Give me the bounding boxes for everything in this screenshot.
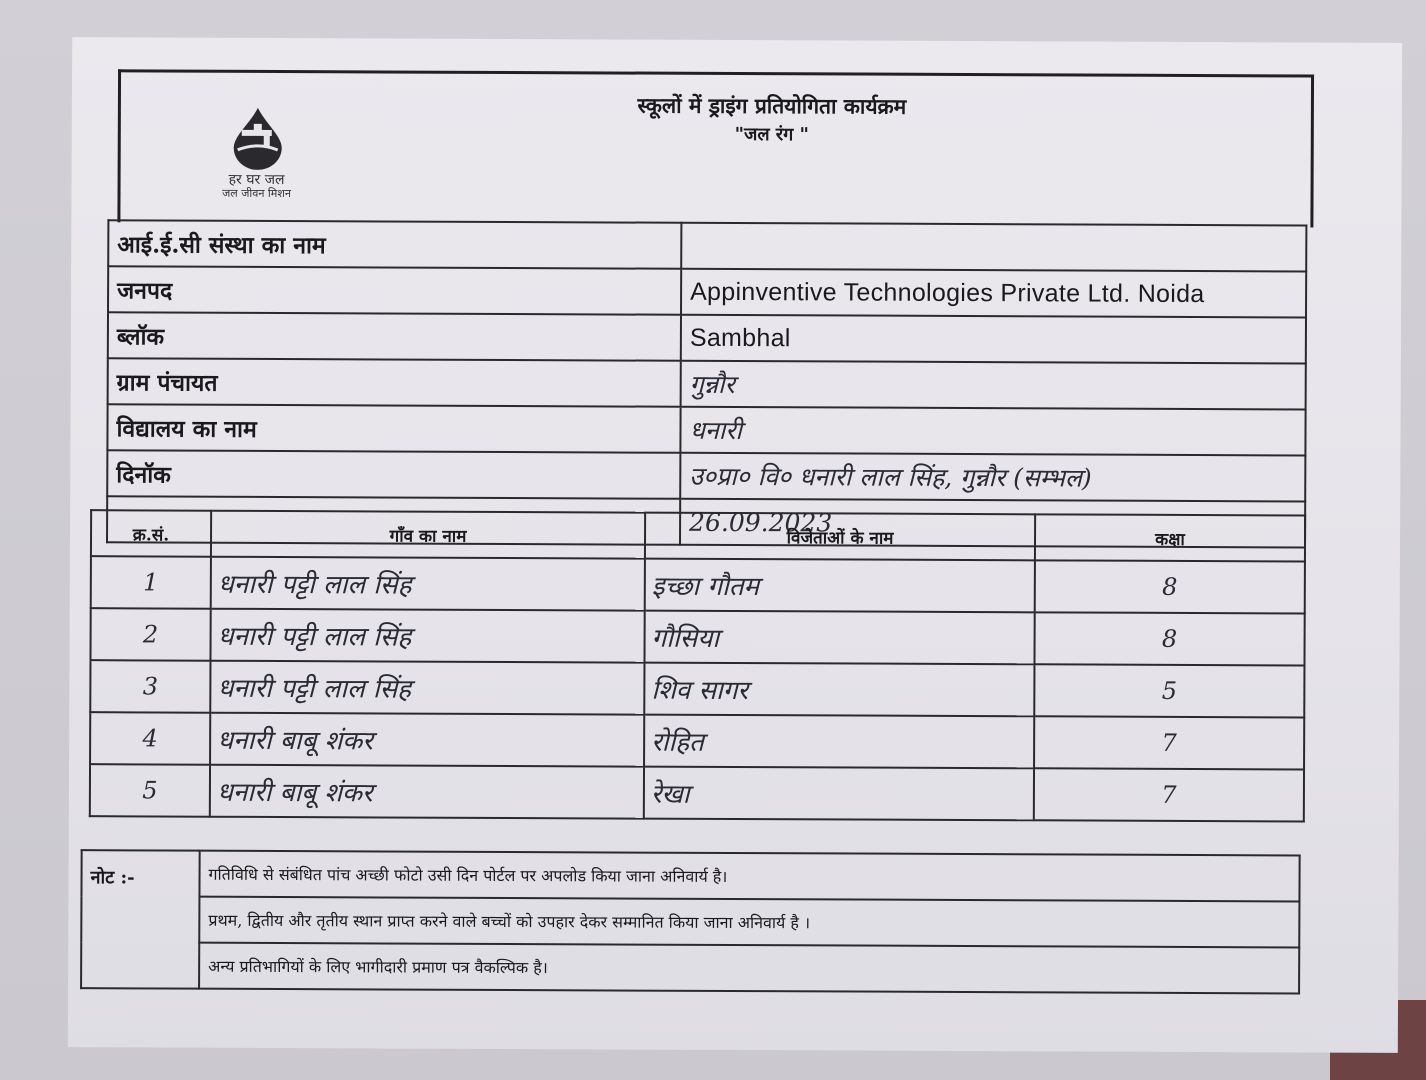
cell-village: धनारी बाबू शंकर bbox=[210, 765, 644, 819]
info-value-organisation: Appinventive Technologies Private Ltd. Noida bbox=[681, 269, 1306, 318]
cell-village: धनारी पट्टी लाल सिंह bbox=[210, 661, 644, 715]
info-row bbox=[107, 450, 1305, 501]
cell-sn: 1 bbox=[91, 556, 211, 609]
info-value-panchayat: धनारी bbox=[680, 407, 1305, 456]
info-row bbox=[108, 220, 1306, 271]
column-header-sn: क्र.सं. bbox=[91, 510, 211, 557]
info-label: विद्यालय का नाम bbox=[107, 404, 680, 452]
table-header-row bbox=[91, 510, 1305, 561]
logo-text-line1: हर घर जल bbox=[228, 171, 285, 189]
info-row bbox=[107, 404, 1305, 455]
table-row bbox=[90, 660, 1304, 717]
cell-sn: 5 bbox=[90, 764, 210, 817]
form-subtitle: "जल रंग " bbox=[734, 123, 810, 146]
cell-class: 7 bbox=[1034, 716, 1304, 769]
cell-sn: 4 bbox=[90, 712, 210, 765]
table-row bbox=[91, 556, 1305, 613]
note-row bbox=[81, 850, 1299, 901]
info-value-school: उ०प्रा० वि० धनारी लाल सिंह, गुन्नौर (सम्भल) bbox=[680, 453, 1305, 502]
table-row bbox=[90, 608, 1304, 665]
cell-class: 5 bbox=[1034, 664, 1304, 717]
note-label: नोट :- bbox=[81, 850, 200, 989]
info-label: जनपद bbox=[108, 266, 681, 314]
info-table bbox=[106, 219, 1307, 548]
cell-village: धनारी बाबू शंकर bbox=[210, 713, 644, 767]
cell-winner: रोहित bbox=[644, 715, 1034, 769]
cell-class: 7 bbox=[1034, 768, 1304, 821]
notes-table bbox=[80, 849, 1301, 994]
column-header-winner: विजेताओं के नाम bbox=[645, 513, 1035, 561]
info-value-date: 26.09.2023 bbox=[680, 499, 1305, 548]
logo bbox=[181, 98, 331, 209]
cell-winner: गौसिया bbox=[644, 611, 1034, 665]
info-label: ग्राम पंचायत bbox=[108, 358, 681, 406]
winners-table bbox=[89, 509, 1306, 822]
info-row bbox=[108, 312, 1306, 363]
column-header-village: गाँव का नाम bbox=[211, 511, 645, 559]
info-label: दिनॉक bbox=[107, 450, 680, 498]
note-item: गतिविधि से संबंधित पांच अच्छी फोटो उसी दिन पोर्टल पर अपलोड किया जाना अनिवार्य है। bbox=[199, 851, 1299, 902]
cell-class: 8 bbox=[1035, 560, 1305, 613]
cell-village: धनारी पट्टी लाल सिंह bbox=[210, 609, 644, 663]
form-title: स्कूलों में ड्राइंग प्रतियोगिता कार्यक्रम bbox=[637, 92, 907, 119]
table-row bbox=[90, 764, 1304, 821]
column-header-class: कक्षा bbox=[1035, 514, 1305, 561]
note-row bbox=[81, 942, 1299, 993]
info-row bbox=[108, 358, 1306, 409]
info-row bbox=[108, 266, 1306, 317]
cell-sn: 2 bbox=[90, 608, 210, 661]
cell-sn: 3 bbox=[90, 660, 210, 713]
note-item: प्रथम, द्वितीय और तृतीय स्थान प्राप्त करने वाले बच्चों को उपहार देकर सम्मानित किया जाना अनिवार्य है । bbox=[199, 897, 1299, 948]
logo-text-line2: जल जीवन मिशन bbox=[222, 186, 291, 201]
water-drop-tap-icon bbox=[228, 106, 288, 170]
note-item: अन्य प्रतिभागियों के लिए भागीदारी प्रमाण पत्र वैकल्पिक है। bbox=[199, 943, 1299, 994]
cell-class: 8 bbox=[1034, 612, 1304, 665]
info-value-district: Sambhal bbox=[681, 315, 1306, 364]
info-label: ब्लॉक bbox=[108, 312, 681, 360]
cell-village: धनारी पट्टी लाल सिंह bbox=[211, 557, 645, 611]
table-row bbox=[90, 712, 1304, 769]
info-value bbox=[681, 223, 1306, 272]
document-sheet bbox=[68, 37, 1402, 1053]
cell-winner: शिव सागर bbox=[644, 663, 1034, 717]
cell-winner: इच्छा गौतम bbox=[645, 559, 1035, 613]
info-label: आई.ई.सी संस्था का नाम bbox=[108, 220, 681, 268]
info-value-block: गुन्नौर bbox=[681, 361, 1306, 410]
cell-winner: रेखा bbox=[644, 767, 1034, 821]
note-row bbox=[81, 896, 1299, 947]
